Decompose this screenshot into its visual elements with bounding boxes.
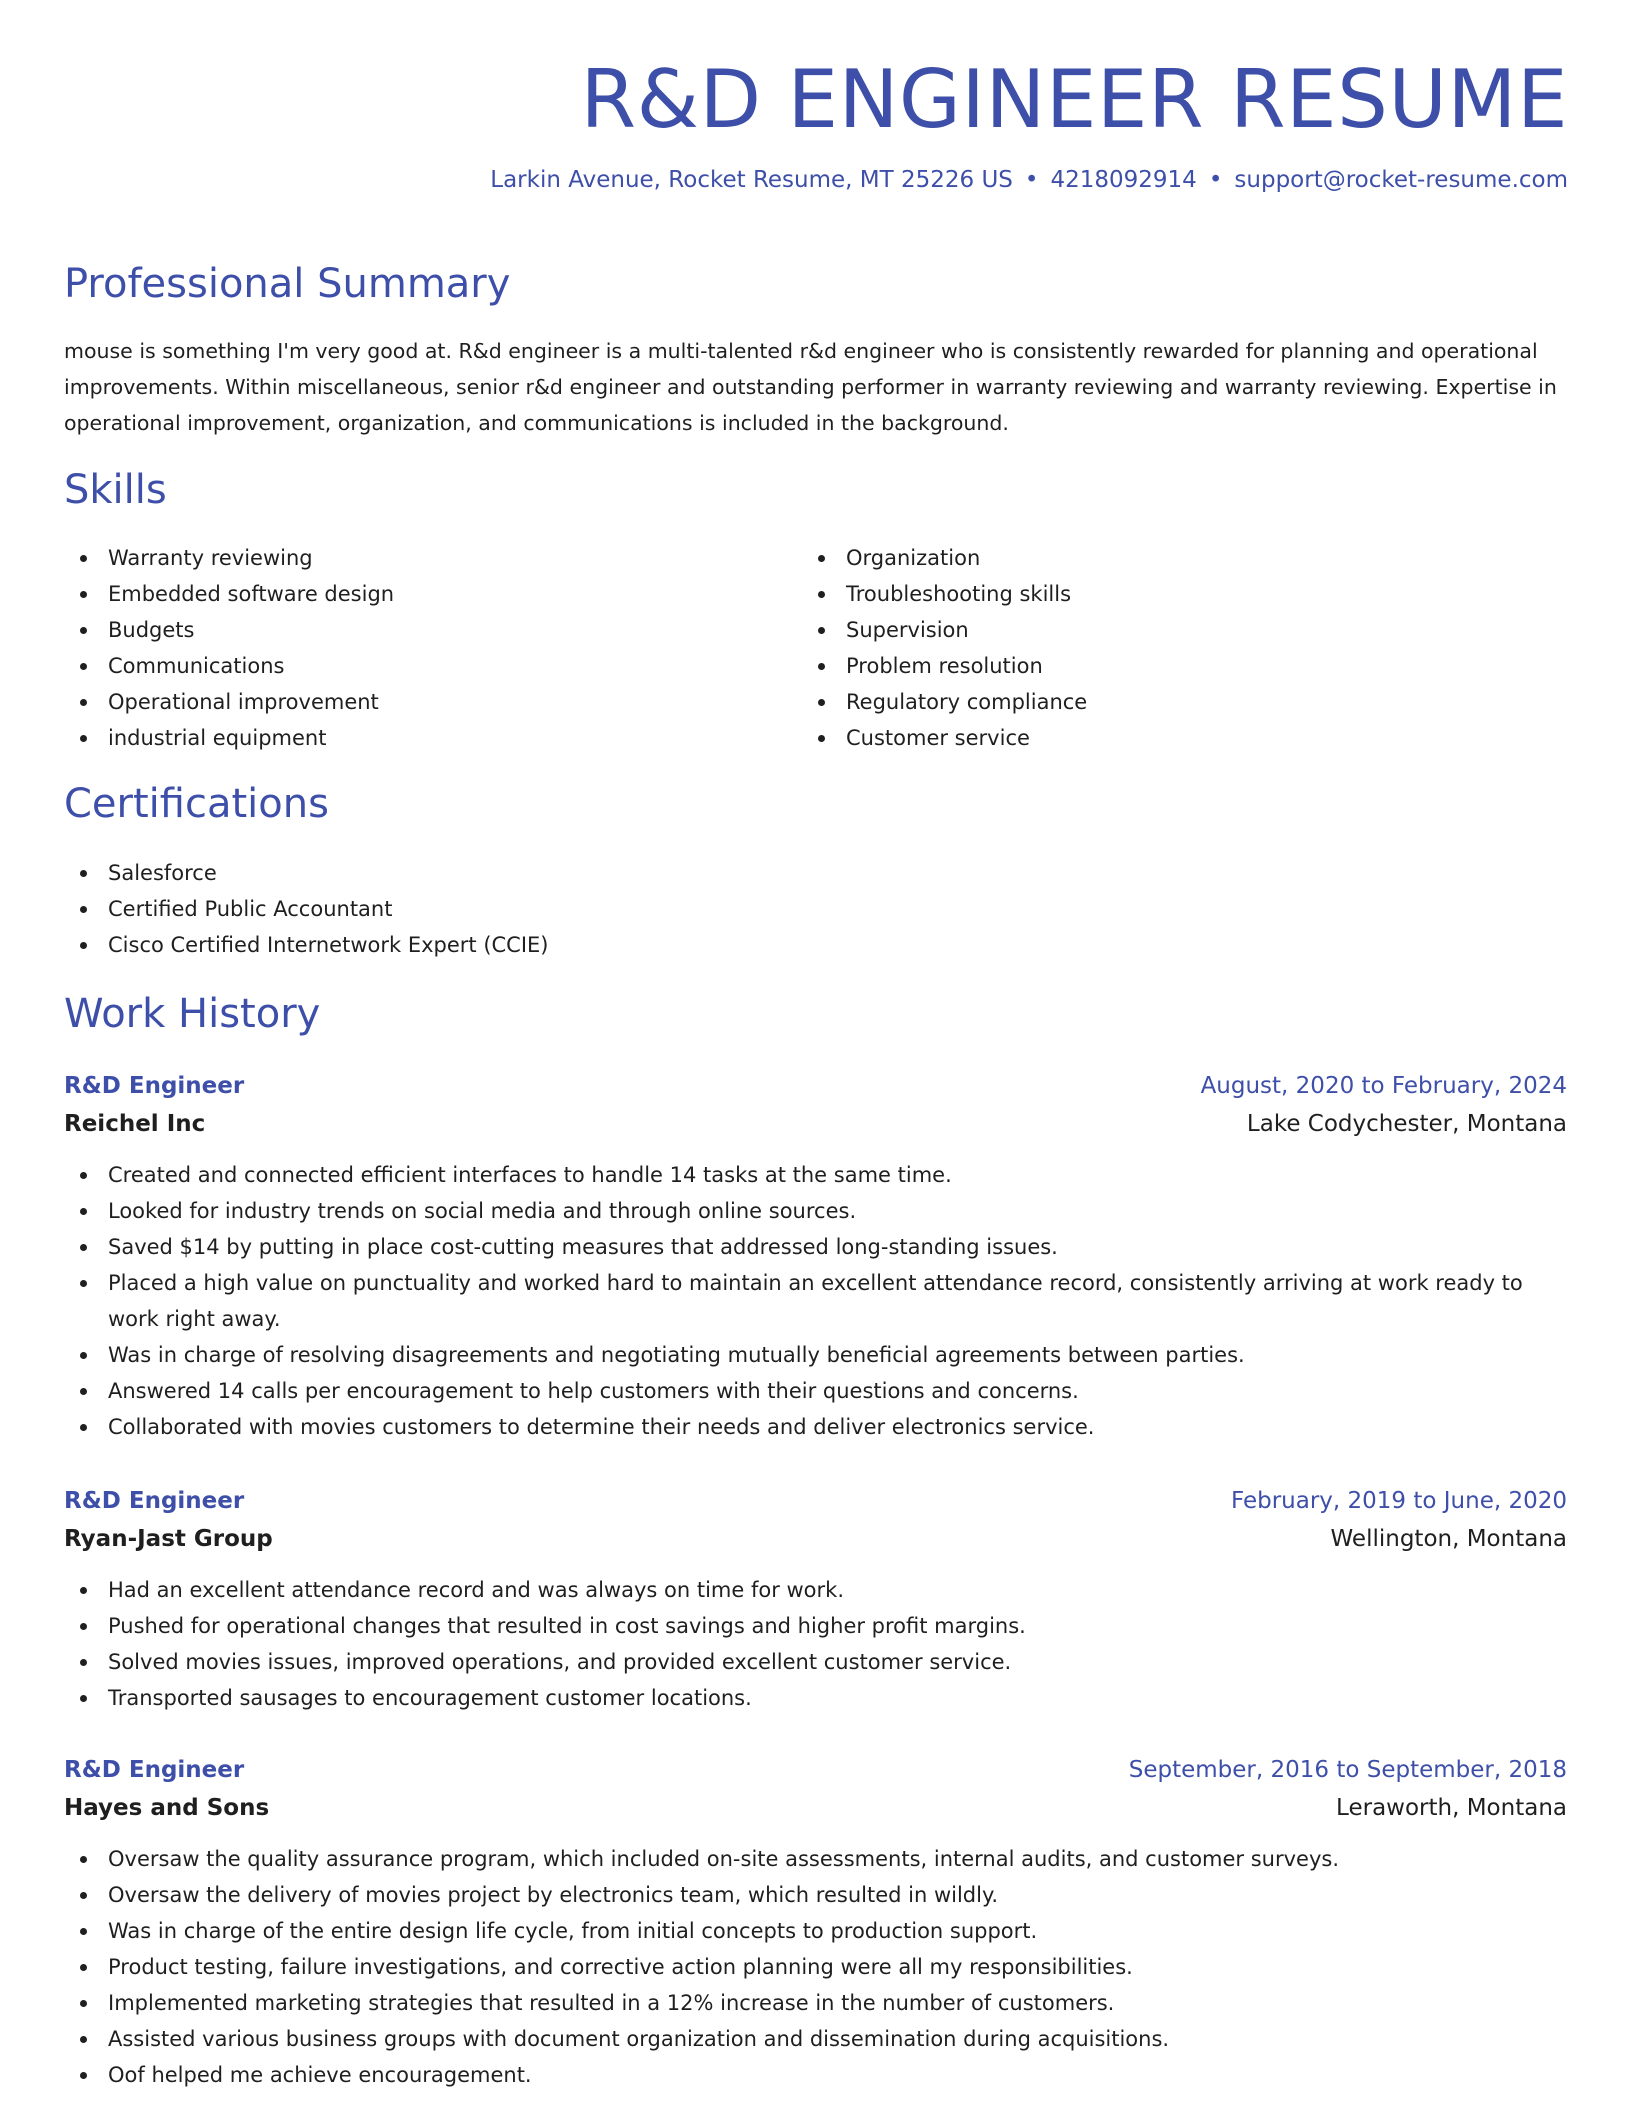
certification-item: Salesforce (64, 855, 1264, 891)
job-duty: Solved movies issues, improved operations, and provided excellent customer service. (64, 1644, 1567, 1680)
job-title-row (64, 1482, 1567, 1520)
resume-title: R&D ENGINEER RESUME (580, 53, 1568, 146)
job-location: Wellington, Montana (1330, 1526, 1567, 1552)
job-duties-list (64, 1572, 1567, 1716)
job-duty: Created and connected efficient interfaces to handle 14 tasks at the same time. (64, 1157, 1567, 1193)
job-duty: Oversaw the delivery of movies project by electronics team, which resulted in wildly. (64, 1877, 1567, 1913)
job-duty: Collaborated with movies customers to determine their needs and deliver electronics service. (64, 1409, 1567, 1445)
job-company: Reichel Inc (64, 1111, 206, 1137)
skills-column-left (64, 540, 764, 756)
job-duty: Answered 14 calls per encouragement to help customers with their questions and concerns. (64, 1373, 1567, 1409)
job-company: Ryan-Jast Group (64, 1526, 273, 1552)
skill-item: Customer service (802, 720, 1502, 756)
job-duties-list (64, 1841, 1567, 2093)
contact-line (490, 165, 1568, 195)
contact-address: Larkin Avenue, Rocket Resume, MT 25226 US (490, 167, 1013, 193)
job-dates: February, 2019 to June, 2020 (1230, 1488, 1567, 1514)
job-duty: Saved $14 by putting in place cost-cutting measures that addressed long-standing issues. (64, 1229, 1567, 1265)
job-duty: Implemented marketing strategies that resulted in a 12% increase in the number of customers. (64, 1985, 1567, 2021)
job-location: Leraworth, Montana (1336, 1795, 1567, 1821)
job-company-row (64, 1520, 1567, 1558)
skill-item: Problem resolution (802, 648, 1502, 684)
job-entry (64, 1751, 1567, 2093)
skill-item: Troubleshooting skills (802, 576, 1502, 612)
job-duty: Product testing, failure investigations, and corrective action planning were all my responsibilities. (64, 1949, 1567, 1985)
job-duty: Assisted various business groups with document organization and dissemination during acquisitions. (64, 2021, 1567, 2057)
skill-item: Supervision (802, 612, 1502, 648)
contact-email[interactable]: support@rocket-resume.com (1234, 167, 1568, 193)
skills-list-right (802, 540, 1502, 756)
contact-separator: • (1208, 167, 1223, 193)
certifications-section (64, 855, 1264, 963)
job-dates: August, 2020 to February, 2024 (1200, 1073, 1567, 1099)
skill-item: Organization (802, 540, 1502, 576)
skill-item: Budgets (64, 612, 764, 648)
job-entry (64, 1482, 1567, 1716)
job-entry (64, 1067, 1567, 1445)
job-duty: Was in charge of resolving disagreements and negotiating mutually beneficial agreements between parties. (64, 1337, 1567, 1373)
skill-item: Warranty reviewing (64, 540, 764, 576)
skills-heading: Skills (64, 467, 167, 513)
job-role: R&D Engineer (64, 1073, 245, 1099)
job-title-row (64, 1067, 1567, 1105)
job-duty: Looked for industry trends on social media and through online sources. (64, 1193, 1567, 1229)
job-company-row (64, 1789, 1567, 1827)
job-duty: Oof helped me achieve encouragement. (64, 2057, 1567, 2093)
job-duty: Placed a high value on punctuality and worked hard to maintain an excellent attendance record, consistently arriving at work ready to work right away. (64, 1265, 1567, 1337)
job-duty: Pushed for operational changes that resulted in cost savings and higher profit margins. (64, 1608, 1567, 1644)
skill-item: Communications (64, 648, 764, 684)
job-role: R&D Engineer (64, 1488, 245, 1514)
work-history-heading: Work History (64, 991, 321, 1037)
skill-item: industrial equipment (64, 720, 764, 756)
job-duty: Had an excellent attendance record and was always on time for work. (64, 1572, 1567, 1608)
skill-item: Embedded software design (64, 576, 764, 612)
job-duty: Transported sausages to encouragement customer locations. (64, 1680, 1567, 1716)
job-location: Lake Codychester, Montana (1246, 1111, 1567, 1137)
skills-column-right (802, 540, 1502, 756)
contact-separator: • (1024, 167, 1039, 193)
certification-item: Certified Public Accountant (64, 891, 1264, 927)
summary-text: mouse is something I'm very good at. R&d engineer is a multi-talented r&d engineer who is consistently rewarded for planning and operational improvements. Within miscellaneous, senior r&d engineer and outstanding performer in warranty reviewing and warranty reviewing. Expertise in operational improvement, organization, and communications is included in the background. (64, 339, 1557, 435)
skills-list-left (64, 540, 764, 756)
job-title-row (64, 1751, 1567, 1789)
job-duty: Oversaw the quality assurance program, which included on-site assessments, internal audits, and customer surveys. (64, 1841, 1567, 1877)
certification-item: Cisco Certified Internetwork Expert (CCIE) (64, 927, 1264, 963)
summary-heading: Professional Summary (64, 261, 511, 307)
certifications-list (64, 855, 1264, 963)
skill-item: Operational improvement (64, 684, 764, 720)
job-dates: September, 2016 to September, 2018 (1128, 1757, 1567, 1783)
job-duty: Was in charge of the entire design life cycle, from initial concepts to production support. (64, 1913, 1567, 1949)
job-company: Hayes and Sons (64, 1795, 270, 1821)
certifications-heading: Certifications (64, 781, 329, 827)
job-role: R&D Engineer (64, 1757, 245, 1783)
contact-phone[interactable]: 4218092914 (1050, 167, 1197, 193)
skill-item: Regulatory compliance (802, 684, 1502, 720)
job-company-row (64, 1105, 1567, 1143)
job-duties-list (64, 1157, 1567, 1445)
